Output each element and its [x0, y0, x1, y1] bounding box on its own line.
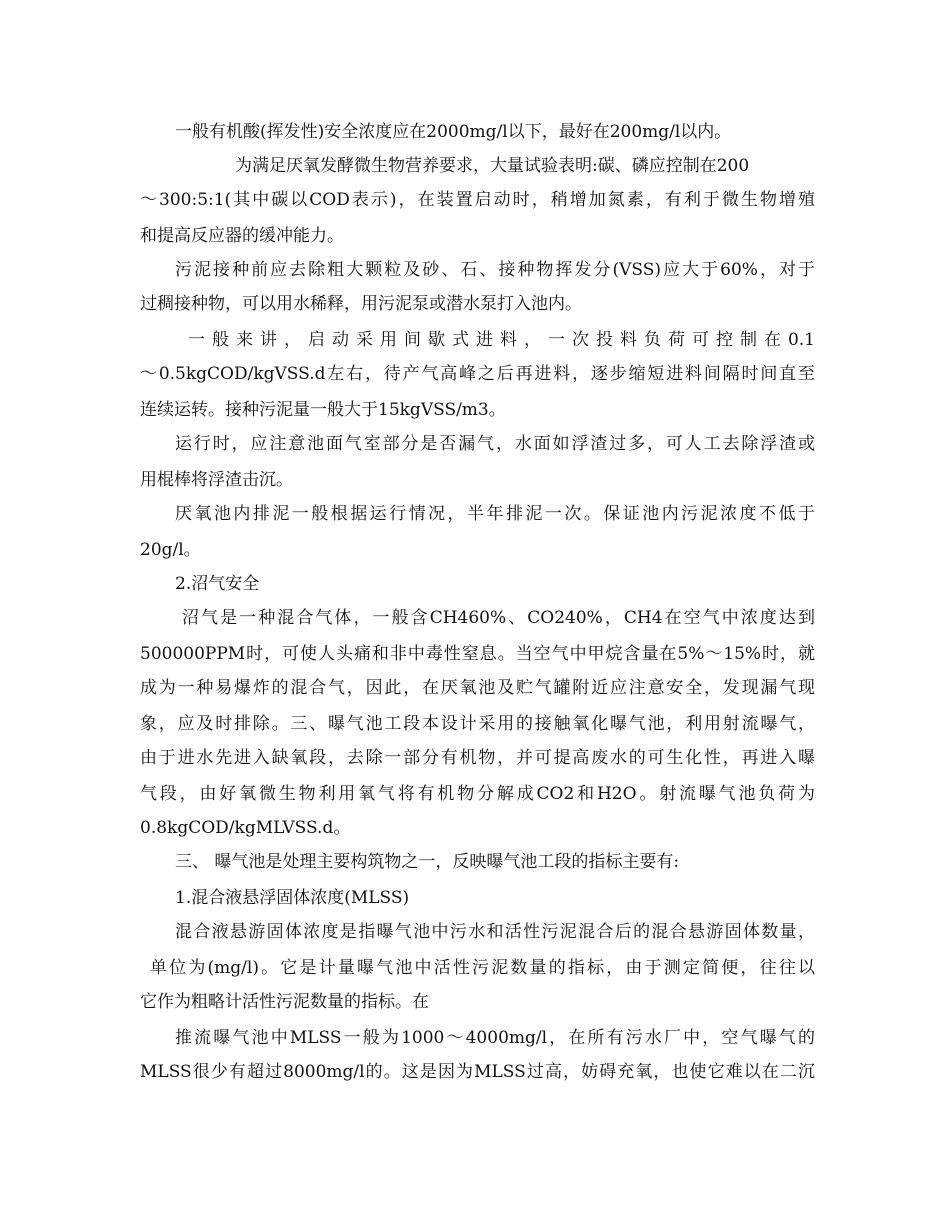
paragraph-line: 由于进水先进入缺氧段，去除一部分有机物，并可提高废水的可生化性，再进入曝 — [140, 748, 815, 768]
paragraph-line: 用棍棒将浮渣击沉。 — [140, 470, 293, 490]
paragraph-line: 气段，由好氧微生物利用氧气将有机物分解成CO2和H2O。射流曝气池负荷为 — [140, 784, 815, 804]
paragraph-line: 单位为(mg/l)。它是计量曝气池中活性污泥数量的指标，由于测定简便，往往以 — [150, 958, 815, 978]
section-heading: 2.沼气安全 — [175, 574, 260, 594]
paragraph-line: 20g/l。 — [140, 540, 201, 560]
section-heading: 1.混合液悬浮固体浓度(MLSS) — [175, 888, 410, 908]
paragraph-line: 过稠接种物，可以用水稀释，用污泥泵或潜水泵打入池内。 — [140, 294, 582, 314]
paragraph-line: 为满足厌氧发酵微生物营养要求，大量试验表明:碳、磷应控制在200 — [235, 156, 750, 176]
paragraph-line: ～0.5kgCOD/kgVSS.d左右，待产气高峰之后再进料，逐步缩短进料间隔时间直至 — [140, 364, 815, 384]
paragraph-line: MLSS很少有超过8000mg/l的。这是因为MLSS过高，妨碍充氧，也使它难以在二沉 — [140, 1062, 815, 1082]
paragraph-line: 它作为粗略计活性污泥数量的指标。在 — [140, 992, 429, 1012]
paragraph-line: 污泥接种前应去除粗大颗粒及砂、石、接种物挥发分(VSS)应大于60%，对于 — [175, 260, 815, 280]
paragraph-line: 运行时，应注意池面气室部分是否漏气，水面如浮渣过多，可人工去除浮渣或 — [175, 434, 815, 454]
paragraph-line: 厌氧池内排泥一般根据运行情况，半年排泥一次。保证池内污泥浓度不低于 — [175, 504, 815, 524]
paragraph-line: 三、 曝气池是处理主要构筑物之一，反映曝气池工段的指标主要有: — [175, 852, 680, 872]
paragraph-line: 一般有机酸(挥发性)安全浓度应在2000mg/l以下，最好在200mg/l以内。 — [175, 122, 732, 142]
paragraph-line: 混合液悬游固体浓度是指曝气池中污水和活性污泥混合后的混合悬游固体数量， — [175, 922, 815, 942]
paragraph-line: 成为一种易爆炸的混合气，因此，在厌氧池及贮气罐附近应注意安全，发现漏气现 — [140, 678, 815, 698]
paragraph-line: 0.8kgCOD/kgMLVSS.d。 — [140, 818, 351, 838]
paragraph-line: 一般来讲，启动采用间歇式进料，一次投料负荷可控制在0.1 — [188, 330, 815, 350]
paragraph-line: 象，应及时排除。三、曝气池工段本设计采用的接触氧化曝气池，利用射流曝气， — [140, 714, 815, 734]
paragraph-line: 和提高反应器的缓冲能力。 — [140, 226, 344, 246]
paragraph-line: 连续运转。接种污泥量一般大于15kgVSS/m3。 — [140, 400, 506, 420]
paragraph-line: 500000PPM时，可使人头痛和非中毒性窒息。当空气中甲烷含量在5%～15%时，就 — [140, 644, 815, 664]
paragraph-line: ～300:5:1(其中碳以COD表示)，在装置启动时，稍增加氮素，有利于微生物增殖 — [140, 190, 815, 210]
paragraph-line: 沼气是一种混合气体，一般含CH460%、CO240%，CH4在空气中浓度达到 — [182, 608, 815, 628]
paragraph-line: 推流曝气池中MLSS一般为1000～4000mg/l，在所有污水厂中，空气曝气的 — [175, 1028, 815, 1048]
